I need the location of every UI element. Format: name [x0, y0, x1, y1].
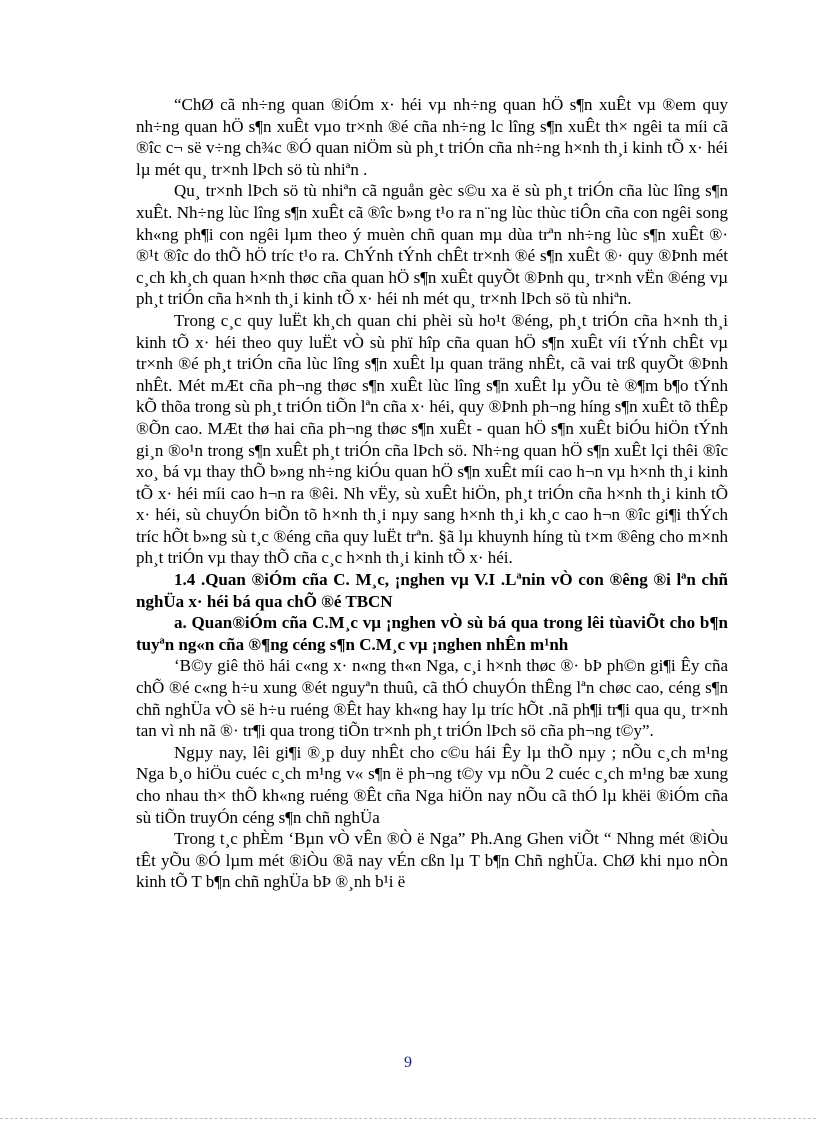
paragraph-1: “ChØ cã nh÷ng quan ®iÓm x· héi vµ nh÷ng quan hÖ s¶n xuÊt vµ ®em quy nh÷ng quan hÖ s¶n xuÊt vµo tr×nh ®é cña nh÷ng lc lîng s¶n xuÊt th× ngêi ta míi cã ®îc c¬ së v÷ng ch¾c ®Ó quan niÖm sù ph¸t triÓn cña nh÷ng h×nh th¸i kinh tÕ x· héi lµ mét qu¸ tr×nh lÞch sö tù nhiªn . — [136, 95, 728, 179]
paragraph-2: Qu¸ tr×nh lÞch sö tù nhiªn cã nguån gèc s©u xa ë sù ph¸t triÓn cña lùc lîng s¶n xuÊt. Nh÷ng lùc lîng s¶n xuÊt cã ®îc b»ng t¹o ra n¨ng lùc thùc tiÔn cña con ngêi song kh«ng ph¶i con ngêi lµm theo ý muèn chñ quan mµ dùa trªn nh÷ng lùc s¶n xuÊt ®· ®¹t ®îc do thÕ hÖ tríc t¹o ra. ChÝnh tÝnh chÊt tr×nh ®é s¶n xuÊt ®· quy ®Þnh mét c¸ch kh¸ch quan h×nh thøc cña quan hÖ s¶n xuÊt quyÕt ®Þnh qu¸ tr×nh vËn ®éng vµ ph¸t triÓn cña h×nh th¸i kinh tÕ x· héi nh mét qu¸ tr×nh lÞch sö tù nhiªn. — [136, 181, 728, 309]
paragraph-engels: Trong t¸c phÈm ‘Bµn vÒ vÊn ®Ò ë Nga” Ph.Ang Ghen viÕt “ Nhng mét ®iÒu tÊt yÕu ®Ó lµm mét ®iÒu ®ã nay vÉn cßn lµ T b¶n Chñ nghÜa. ChØ khi nµo nÒn kinh tÕ T b¶n chñ nghÜa bÞ ®¸nh b¹i ë — [136, 829, 728, 892]
paragraph-3: Trong c¸c quy luËt kh¸ch quan chi phèi sù ho¹t ®éng, ph¸t triÓn cña h×nh th¸i kinh tÕ x· héi theo quy luËt vÒ sù phï hîp cña quan hÖ s¶n xuÊt víi tÝnh chÊt vµ tr×nh ®é ph¸t triÓn cña lùc lîng s¶n xuÊt lµ quan träng nhÊt, cã vai trß quyÕt ®Þnh nhÊt. Mét mÆt cña ph¬ng thøc s¶n xuÊt lùc lîng s¶n xuÊt lµ yÕu tè ®¶m b¶o tÝnh kÕ thõa trong sù ph¸t triÓn tiÕn lªn cña x· héi, quy ®Þnh ph¬ng híng s¶n xuÊt tõ thÊp ®Õn cao. MÆt thø hai cña ph¬ng thøc s¶n xuÊt - quan hÖ s¶n xuÊt biÓu hiÖn tÝnh gi¸n ®o¹n trong s¶n xuÊt ph¸t triÓn cña lÞch sö. Nh÷ng quan hÖ s¶n xuÊt lçi thêi ®îc xo¸ bá vµ thay thÕ b»ng nh÷ng kiÓu quan hÖ s¶n xuÊt míi cao h¬n vµ h×nh th¸i kinh tÕ x· héi míi cao h¬n ra ®êi. Nh vËy, sù xuÊt hiÖn, ph¸t triÓn cña h×nh th¸i kinh tÕ x· héi, sù chuyÓn biÕn tõ h×nh th¸i nµy sang h×nh th¸i kh¸c cao h¬n ®îc gi¶i thÝch tríc hÕt b»ng sù t¸c ®éng cña quy luËt trªn. §ã lµ khuynh híng tù t×m ®êng cho m×nh ph¸t triÓn vµ thay thÕ cña c¸c h×nh th¸i kinh tÕ x· héi. — [136, 310, 728, 568]
page-bottom-divider — [0, 1118, 816, 1119]
subsection-heading-a: a. Quan®iÓm cña C.M¸c vµ ¡nghen vÒ sù bá qua trong lêi tùaviÕt cho b¶n tuyªn ng«n cña ®¶ng céng s¶n C.M¸c vµ ¡nghen nhÊn m¹nh — [136, 613, 728, 654]
paragraph-answer: Ngµy nay, lêi gi¶i ®¸p duy nhÊt cho c©u hái Êy lµ thÕ nµy ; nÕu c¸ch m¹ng Nga b¸o hiÖu cuéc c¸ch m¹ng v« s¶n ë ph¬ng t©y vµ nÕu 2 cuéc c¸ch m¹ng bæ xung cho nhau th× thÕ kh«ng ruéng ®Êt cña Nga hiÖn nay nÕu cã thÓ lµ khëi ®iÓm cña sù tiÕn truyÓn céng s¶n chñ nghÜa — [136, 742, 728, 827]
document-body — [136, 94, 728, 893]
section-heading-1-4: 1.4 .Quan ®iÓm cña C. M¸c, ¡nghen vµ V.I .Lªnin vÒ con ®êng ®i lªn chñ nghÜa x· héi bá qua chÕ ®é TBCN — [136, 570, 728, 611]
page-number: 9 — [404, 1054, 412, 1071]
paragraph-quote: ‘B©y giê thö hái c«ng x· n«ng th«n Nga, c¸i h×nh thøc ®· bÞ ph©n gi¶i Êy cña chÕ ®é c«ng h÷u xung ®ét nguyªn thuû, cã thÓ chuyÓn thÊng lªn chøc cao, céng s¶n chñ nghÜa vÒ së h÷u ruéng ®Êt hay kh«ng hay lµ tríc hÕt .nã ph¶i tr¶i qua qu¸ tr×nh tan vì nh nã ®· tr¶i qua trong tiÕn tr×nh ph¸t triÓn lÞch sö cña ph¬ng t©y”. — [136, 656, 728, 741]
